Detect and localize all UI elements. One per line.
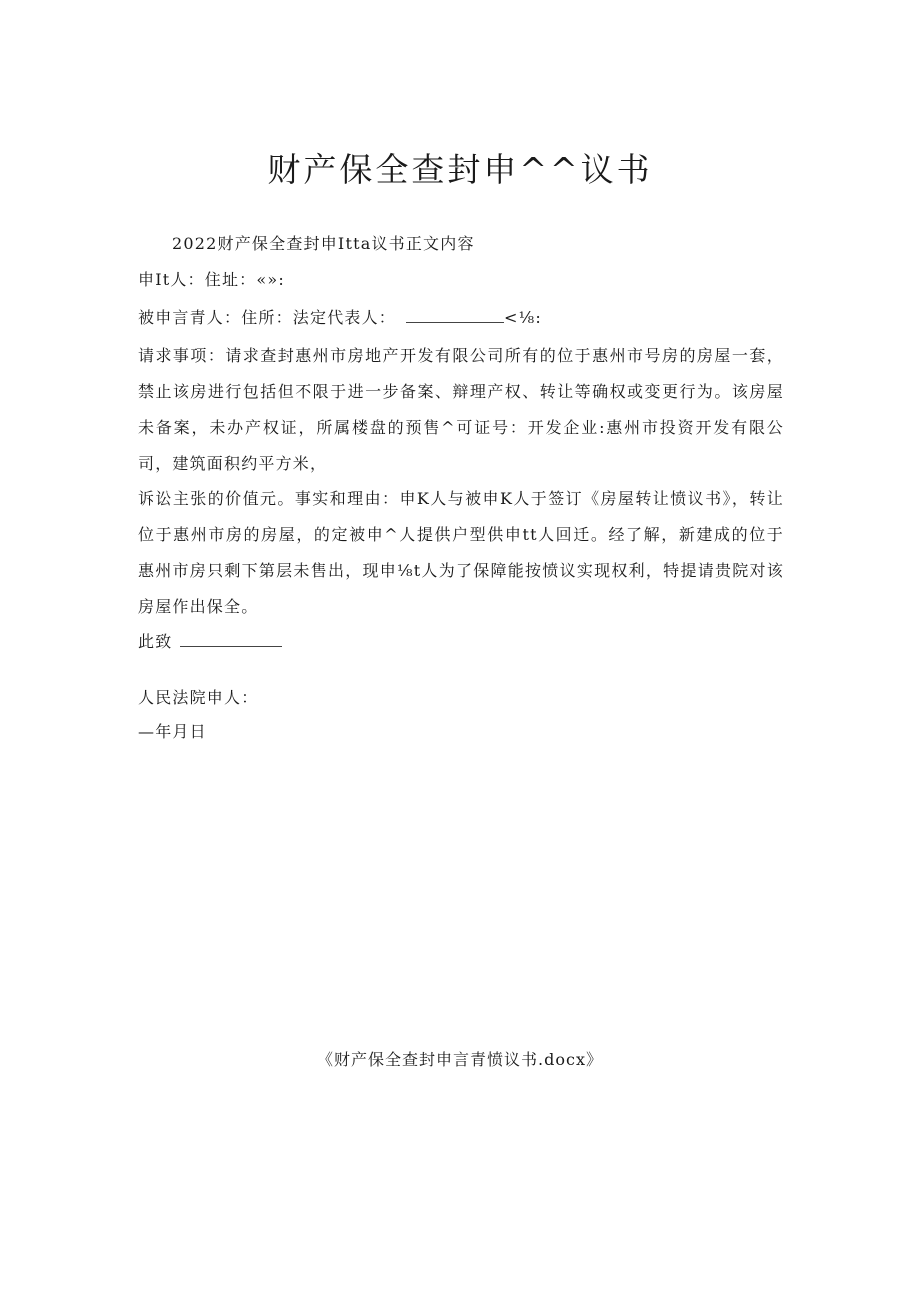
salutation-line [138, 624, 784, 660]
applicant-line: 申It人：住址：«»: [138, 270, 285, 289]
date-line: —年月日 [138, 722, 207, 741]
request-paragraph: 请求事项：请求查封惠州市房地产开发有限公司所有的位于惠州市号房的房屋一套，禁止该房进行包括但不限于进一步备案、辩理产权、转让等确权或变更行为。该房屋未备案，未办产权证，所属楼盘的预售^可证号：开发企业:惠州市投资开发有限公司，建筑面积约平方米， [138, 346, 784, 473]
respondent-line [138, 300, 784, 336]
claim-paragraph: 诉讼主张的价值元。事实和理由：申K人与被申K人于签订《房屋转让愤议书》，转让位于惠州市房的房屋，的定被申^人提供户型供申tt人回迁。经了解，新建成的位于惠州市房只剩下第层未售出，现申⅛t人为了保障能按愤议实现权利，特提请贵院对该房屋作出保全。 [138, 489, 784, 616]
salutation-text: 此致 [138, 632, 173, 651]
respondent-label: 被申言青人：住所：法定代表人： [138, 308, 397, 327]
respondent-tail: <⅛: [504, 308, 542, 327]
document-title: 财产保全查封申^^议书 [267, 150, 653, 189]
salutation-blank [180, 632, 282, 647]
court-line: 人民法院申人： [138, 688, 259, 707]
representative-blank [406, 308, 504, 323]
document-footer: 《财产保全查封申言青愤议书.docx》 [317, 1050, 603, 1069]
document-subtitle: 2022财产保全查封申Itta议书正文内容 [172, 234, 475, 253]
